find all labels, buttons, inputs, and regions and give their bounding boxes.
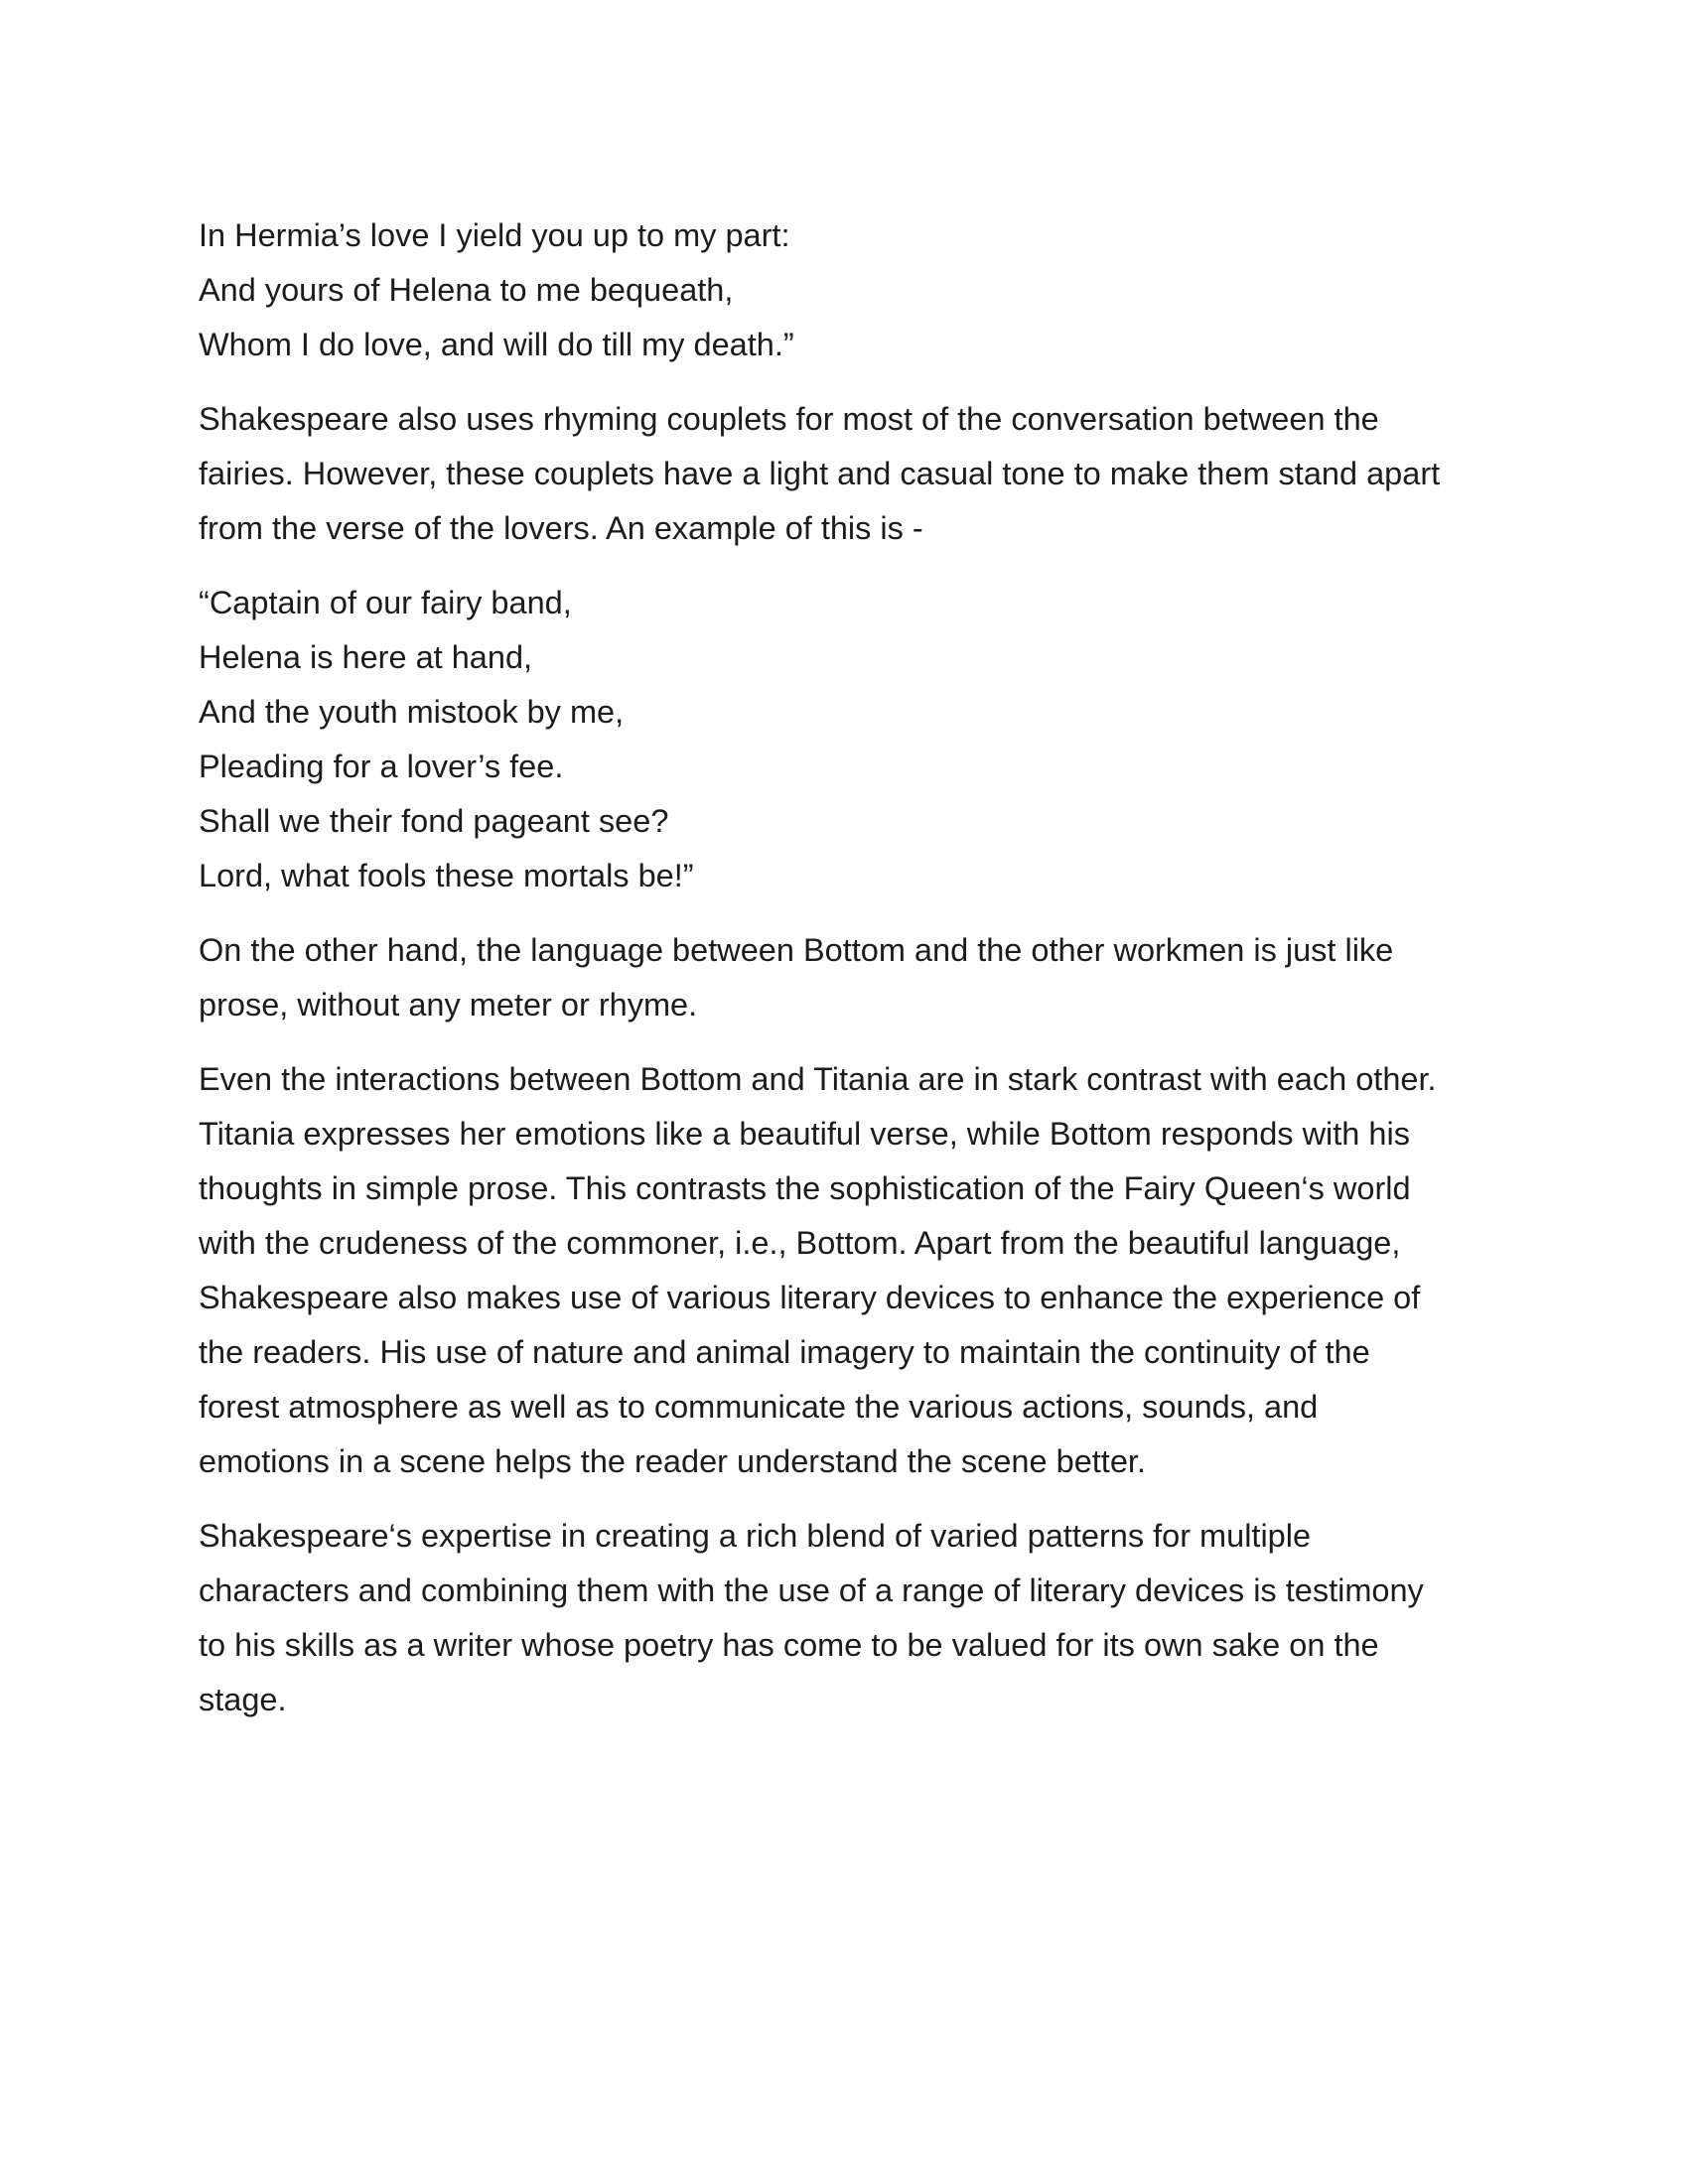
paragraph-line: prose, without any meter or rhyme. (199, 987, 698, 1023)
verse-line: And the youth mistook by me, (199, 694, 625, 730)
paragraph-line: Shakespeare also uses rhyming couplets for most of the conversation between the (199, 401, 1379, 437)
paragraph-line: stage. (199, 1682, 287, 1717)
document-body (199, 208, 1489, 1747)
paragraph-workmen-prose (199, 923, 1489, 1032)
paragraph-line: fairies. However, these couplets have a light and casual tone to make them stand apart (199, 456, 1441, 491)
paragraph-line: with the crudeness of the commoner, i.e., Bottom. Apart from the beautiful language, (199, 1225, 1401, 1261)
paragraph-line: the readers. His use of nature and animal imagery to maintain the continuity of the (199, 1334, 1370, 1370)
verse-line: In Hermia’s love I yield you up to my part: (199, 217, 790, 253)
paragraph-line: On the other hand, the language between Bottom and the other workmen is just like (199, 932, 1394, 968)
paragraph-bottom-titania (199, 1052, 1489, 1489)
verse-line: Pleading for a lover’s fee. (199, 749, 564, 784)
verse-line: And yours of Helena to me bequeath, (199, 272, 734, 308)
paragraph-line: Even the interactions between Bottom and Titania are in stark contrast with each other. (199, 1061, 1437, 1097)
paragraph-line: Shakespeare‘s expertise in creating a rich blend of varied patterns for multiple (199, 1518, 1312, 1554)
verse-line: Helena is here at hand, (199, 639, 533, 675)
paragraph-line: Titania expresses her emotions like a beautiful verse, while Bottom responds with his (199, 1116, 1410, 1152)
paragraph-line: thoughts in simple prose. This contrasts the sophistication of the Fairy Queen‘s world (199, 1170, 1411, 1206)
verse-line: “Captain of our fairy band, (199, 585, 572, 620)
verse-quote-2 (199, 576, 1489, 903)
paragraph-line: emotions in a scene helps the reader understand the scene better. (199, 1443, 1146, 1479)
paragraph-rhyming-couplets (199, 392, 1489, 556)
paragraph-line: forest atmosphere as well as to communicate the various actions, sounds, and (199, 1389, 1319, 1425)
verse-line: Lord, what fools these mortals be!” (199, 858, 694, 893)
verse-quote-1 (199, 208, 1489, 372)
paragraph-line: to his skills as a writer whose poetry has come to be valued for its own sake on the (199, 1627, 1379, 1663)
paragraph-line: from the verse of the lovers. An example of this is - (199, 510, 923, 546)
paragraph-line: Shakespeare also makes use of various literary devices to enhance the experience of (199, 1280, 1421, 1315)
paragraph-conclusion (199, 1509, 1489, 1727)
verse-line: Shall we their fond pageant see? (199, 803, 669, 839)
paragraph-line: characters and combining them with the use of a range of literary devices is testimony (199, 1572, 1424, 1608)
verse-line: Whom I do love, and will do till my death.” (199, 327, 794, 362)
